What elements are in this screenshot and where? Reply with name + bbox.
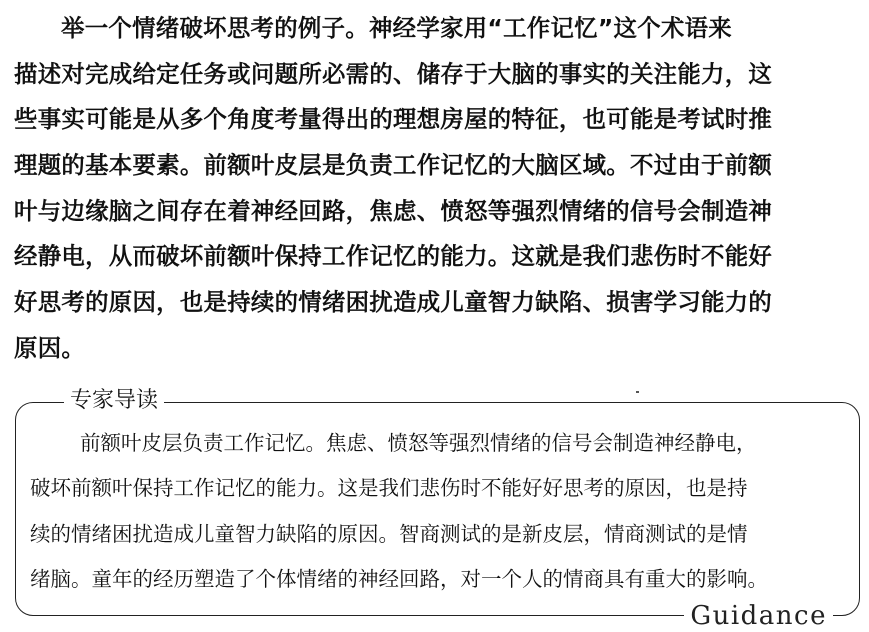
box-line: 续的情绪困扰造成儿童智力缺陷的原因。智商测试的是新皮层，情商测试的是情 bbox=[30, 521, 748, 546]
main-paragraph bbox=[14, 6, 860, 372]
box-line: 前额叶皮层负责工作记忆。焦虑、愤怒等强烈情绪的信号会制造神经静电， bbox=[80, 431, 757, 455]
box-body bbox=[30, 421, 852, 603]
guidance-label: Guidance bbox=[684, 600, 833, 632]
box-line: 绪脑。童年的经历塑造了个体情绪的神经回路，对一个人的情商具有重大的影响。 bbox=[30, 567, 768, 592]
paragraph-line: 描述对完成给定任务或问题所必需的、储存于大脑的事实的关注能力，这 bbox=[14, 59, 773, 88]
paragraph-line: 理题的基本要素。前额叶皮层是负责工作记忆的大脑区域。不过由于前额 bbox=[14, 151, 773, 180]
paragraph-line: 举一个情绪破坏思考的例子。神经学家用“工作记忆”这个术语来 bbox=[61, 14, 732, 42]
print-speck bbox=[636, 391, 639, 393]
paragraph-line: 叶与边缘脑之间存在着神经回路，焦虑、愤怒等强烈情绪的信号会制造神 bbox=[14, 196, 773, 225]
expert-guidance-box bbox=[15, 388, 860, 631]
box-title: 专家导读 bbox=[64, 386, 164, 416]
box-line: 破坏前额叶保持工作记忆的能力。这是我们悲伤时不能好好思考的原因，也是持 bbox=[30, 476, 748, 501]
paragraph-line: 些事实可能是从多个角度考量得出的理想房屋的特征，也可能是考试时推 bbox=[14, 105, 773, 134]
paragraph-line: 经静电，从而破坏前额叶保持工作记忆的能力。这就是我们悲伤时不能好 bbox=[14, 242, 773, 271]
paragraph-line: 原因。 bbox=[14, 333, 86, 362]
paragraph-line: 好思考的原因，也是持续的情绪困扰造成儿童智力缺陷、损害学习能力的 bbox=[14, 288, 773, 317]
